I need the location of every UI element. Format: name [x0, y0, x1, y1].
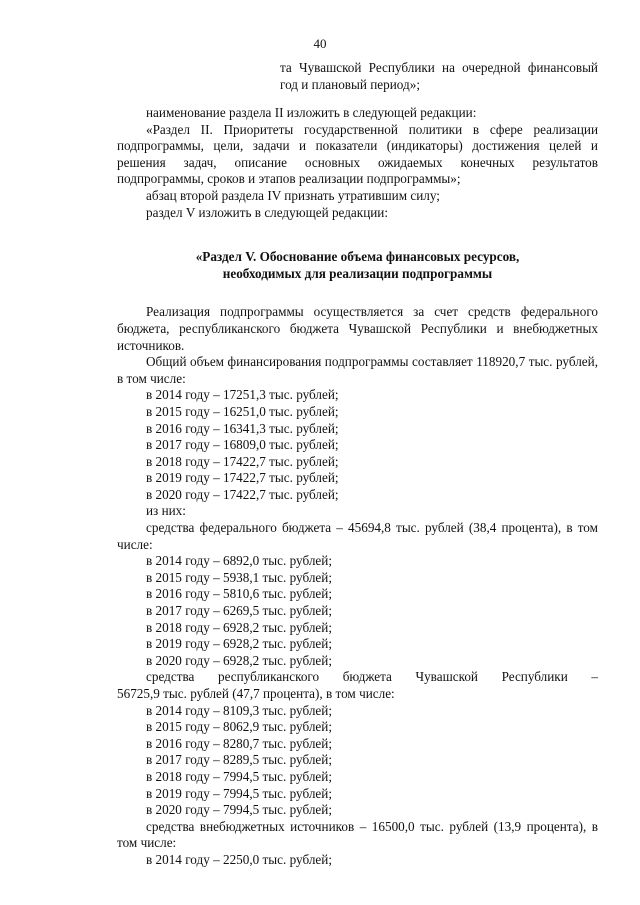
list-item: в 2016 году – 16341,3 тыс. рублей; [146, 420, 339, 436]
list-item: в 2019 году – 6928,2 тыс. рублей; [146, 636, 332, 652]
list-item: в 2018 году – 17422,7 тыс. рублей; [146, 453, 339, 469]
intro-paragraph-1: наименование раздела II изложить в следующей редакции: [146, 105, 477, 120]
of-them-label: из них: [146, 503, 186, 519]
list-item: в 2016 году – 5810,6 тыс. рублей; [146, 586, 332, 602]
list-item: в 2020 году – 6928,2 тыс. рублей; [146, 652, 332, 668]
republican-years-list [117, 703, 598, 819]
intro-paragraph-2: «Раздел II. Приоритеты государственной политики в сфере реализации подпрограммы, цели, задачи и показатели (индикаторы) достижения целей и решения задач, описание основных ожидаемых конечных результатов подпрограммы, сроков и этапов реализации подпрограммы»; [117, 121, 598, 187]
list-item: в 2014 году – 6892,0 тыс. рублей; [146, 553, 332, 569]
list-item: в 2015 году – 16251,0 тыс. рублей; [146, 403, 339, 419]
list-item: в 2015 году – 8062,9 тыс. рублей; [146, 719, 332, 735]
extrabudgetary-financing: средства внебюджетных источников – 16500,0 тыс. рублей (13,9 процента), в том числе: [117, 818, 598, 851]
intro-paragraph-3: абзац второй раздела IV признать утратившим силу; [146, 187, 440, 203]
list-item: в 2016 году – 8280,7 тыс. рублей; [146, 735, 332, 751]
list-item: в 2015 году – 5938,1 тыс. рублей; [146, 569, 332, 585]
list-item: в 2014 году – 2250,0 тыс. рублей; [146, 851, 332, 867]
intro-paragraph-4: раздел V изложить в следующей редакции: [146, 204, 389, 220]
republican-financing-line-1: средства республиканского бюджета Чувашской Республики – [146, 669, 598, 685]
list-item: в 2020 году – 7994,5 тыс. рублей; [146, 802, 332, 818]
list-item: в 2018 году – 7994,5 тыс. рублей; [146, 768, 332, 784]
federal-financing: средства федерального бюджета – 45694,8 тыс. рублей (38,4 процента), в том числе: [117, 520, 598, 552]
list-item: в 2018 году – 6928,2 тыс. рублей; [146, 619, 332, 635]
list-item: в 2020 году – 17422,7 тыс. рублей; [146, 486, 339, 502]
section-heading-line-1: «Раздел V. Обоснование объема финансовых ресурсов, [195, 249, 520, 265]
extrabudgetary-years-list [117, 852, 598, 869]
section-heading-line-2: необходимых для реализации подпрограммы [222, 265, 493, 281]
federal-years-list [117, 553, 598, 669]
total-financing: Общий объем финансирования подпрограммы составляет 118920,7 тыс. рублей, в том числе: [117, 354, 598, 386]
republican-financing-line-2: 56725,9 тыс. рублей (47,7 процента), в том числе: [117, 686, 395, 701]
financing-intro: Реализация подпрограммы осуществляется за счет средств федерального бюджета, республиканского бюджета Чувашской Республики и внебюджетных источников. [117, 304, 598, 353]
continued-quote: та Чувашской Республики на очередной финансовый год и плановый период»; [280, 60, 598, 92]
page-number: 40 [313, 36, 327, 51]
document-body [117, 105, 598, 869]
list-item: в 2019 году – 17422,7 тыс. рублей; [146, 470, 339, 486]
list-item: в 2014 году – 17251,3 тыс. рублей; [146, 387, 339, 403]
list-item: в 2017 году – 16809,0 тыс. рублей; [146, 437, 339, 453]
total-years-list [117, 387, 598, 503]
list-item: в 2017 году – 8289,5 тыс. рублей; [146, 752, 332, 768]
list-item: в 2017 году – 6269,5 тыс. рублей; [146, 603, 332, 619]
list-item: в 2019 году – 7994,5 тыс. рублей; [146, 785, 332, 801]
list-item: в 2014 году – 8109,3 тыс. рублей; [146, 702, 332, 718]
